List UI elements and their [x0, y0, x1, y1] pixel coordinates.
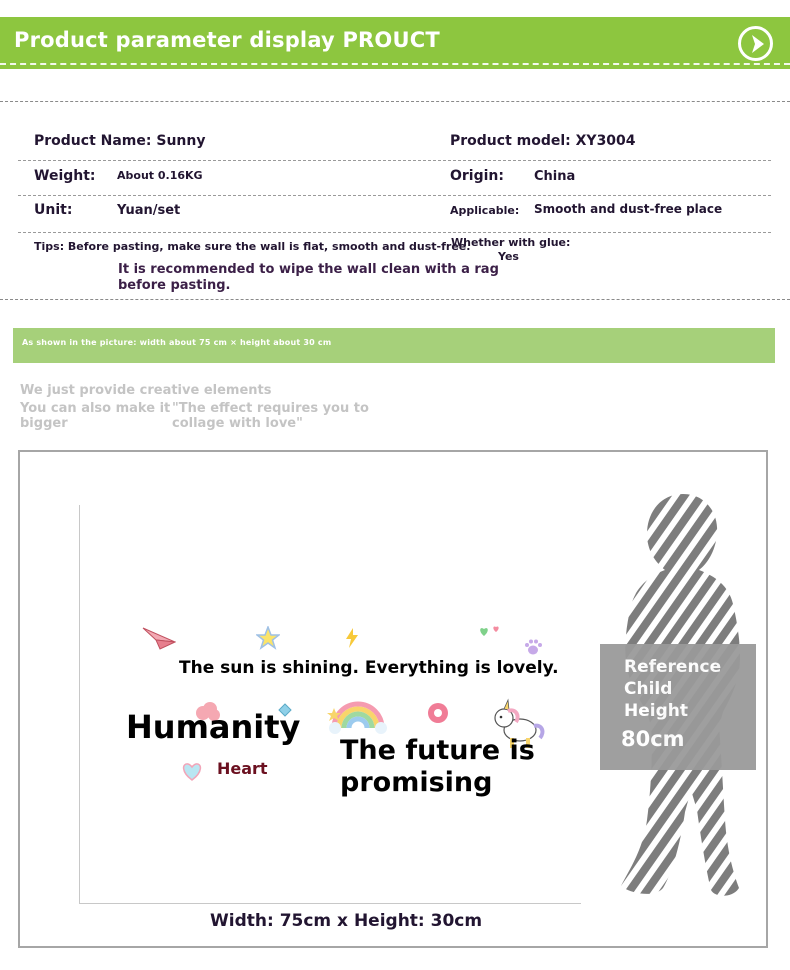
header-bar	[0, 17, 790, 69]
reference-line-1: Reference	[624, 657, 722, 677]
tips-text: Tips: Before pasting, make sure the wall is flat, smooth and dust-free.	[34, 240, 471, 253]
next-arrow-button[interactable]	[738, 26, 773, 61]
divider	[0, 299, 790, 300]
reference-line-2: Child	[624, 679, 673, 699]
future-line-1: The future is	[340, 735, 535, 766]
reference-label	[624, 656, 721, 722]
bigger-note-2: bigger	[20, 416, 68, 431]
weight-label: Weight:	[34, 168, 96, 184]
dimensions-caption: Width: 75cm x Height: 30cm	[210, 911, 483, 931]
reference-line-3: Height	[624, 701, 688, 721]
rainbow-icon	[326, 698, 390, 734]
recommend-line-1: It is recommended to wipe the wall clean with a rag	[118, 262, 499, 277]
product-name: Product Name: Sunny	[34, 133, 206, 149]
row-divider	[18, 232, 771, 233]
future-line-2: promising	[340, 767, 493, 798]
lightning-icon	[345, 628, 359, 648]
reference-box	[600, 644, 756, 770]
donut-icon	[427, 702, 449, 724]
row-divider	[18, 160, 771, 161]
unit-label: Unit:	[34, 202, 73, 218]
product-model: Product model: XY3004	[450, 133, 636, 149]
bigger-note-1: You can also make it	[20, 401, 171, 416]
applicable-label: Applicable:	[450, 204, 520, 217]
unit-value: Yuan/set	[117, 203, 181, 218]
height-axis	[79, 505, 80, 903]
width-axis	[79, 903, 581, 904]
humanity-text: Humanity	[126, 708, 301, 746]
paw-icon	[523, 638, 543, 656]
reference-height: 80cm	[621, 727, 685, 751]
star-icon	[256, 626, 280, 650]
row-divider	[18, 195, 771, 196]
chevron-right-icon	[746, 33, 768, 55]
small-hearts-icon	[478, 624, 502, 640]
origin-value: China	[534, 169, 576, 184]
sun-line-text: The sun is shining. Everything is lovely.	[179, 658, 559, 678]
page-title: Product parameter display PROUCT	[14, 28, 440, 52]
recommend-line-2: before pasting.	[118, 278, 231, 293]
size-banner-text: As shown in the picture: width about 75 cm × height about 30 cm	[22, 338, 332, 347]
weight-value: About 0.16KG	[117, 169, 203, 182]
creative-note: We just provide creative elements	[20, 383, 272, 398]
glue-label: Whether with glue:	[451, 236, 571, 249]
applicable-value: Smooth and dust-free place	[534, 202, 723, 216]
glue-value: Yes	[498, 250, 519, 263]
origin-label: Origin:	[450, 168, 504, 184]
paper-plane-icon	[142, 626, 176, 650]
size-banner	[13, 328, 775, 363]
collage-note-1: "The effect requires you to	[172, 401, 369, 416]
heart-text: Heart	[217, 759, 268, 778]
divider	[0, 101, 790, 102]
collage-note-2: collage with love"	[172, 416, 303, 431]
heart-icon	[180, 761, 204, 781]
